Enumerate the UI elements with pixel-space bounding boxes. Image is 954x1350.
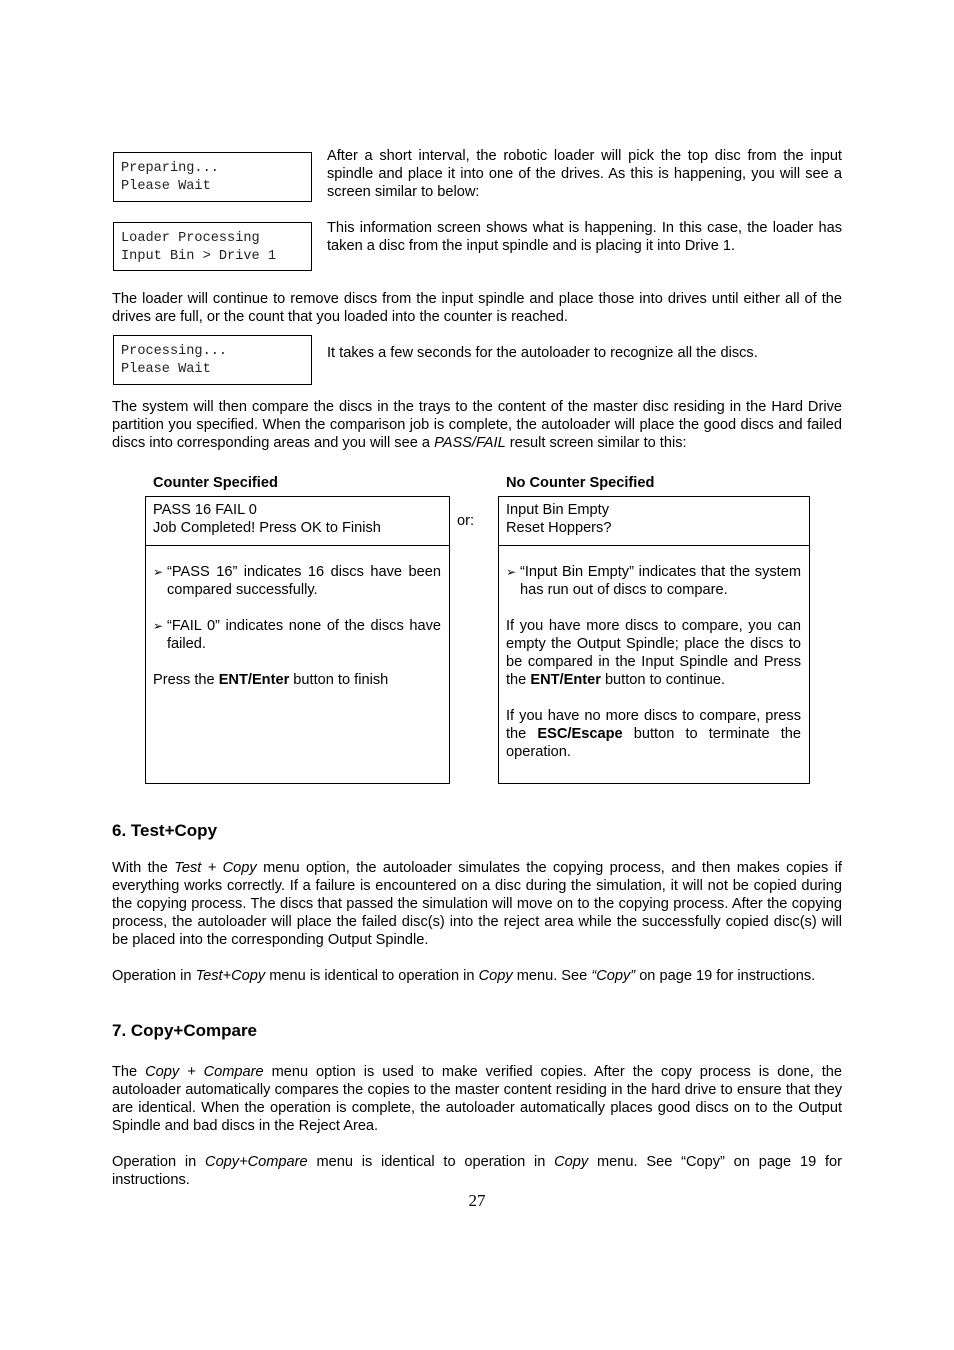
text-run-bold: ENT/Enter bbox=[530, 672, 601, 688]
instruction bbox=[506, 617, 801, 689]
instruction bbox=[506, 707, 801, 761]
text-run: menu option is used to make verified copies. After the copy process is done, the autoloader automatically compares the copies to the master content residing in the hard drive to ensure that they are identical. When the operation is complete, the autoloader automatically places good discs on to the Output Spindle and bad discs in the Reject Area. bbox=[112, 1064, 842, 1134]
text-run: The bbox=[112, 1064, 146, 1080]
section-heading: 7. Copy+Compare bbox=[112, 1021, 258, 1040]
arrow-bullet-icon: ➢ bbox=[506, 565, 517, 579]
explanation bbox=[153, 563, 441, 689]
explanation bbox=[506, 563, 801, 761]
text-run: button to finish bbox=[289, 672, 389, 688]
paragraph bbox=[112, 1063, 842, 1135]
text-run: The system will then compare the discs in the trays to the content of the master disc residing in the Hard Drive partition you specified. When the comparison job is complete, the autoloader will place the good discs and failed discs into corresponding areas and you will see a bbox=[112, 399, 842, 451]
text-run-italic: Copy bbox=[554, 1154, 589, 1170]
lcd-line: Loader Processing bbox=[121, 231, 260, 246]
lcd-loader-processing bbox=[113, 222, 312, 271]
list-item-text: “Input Bin Empty” indicates that the system has run out of discs to compare. bbox=[520, 564, 801, 598]
paragraph: It takes a few seconds for the autoloader to recognize all the discs. bbox=[327, 345, 758, 361]
text-run: menu option, the autoloader simulates the copying process, and then makes copies if everything works correctly. If a failure is encountered on a disc during the simulation, it will not be copied during the copying process. The discs that passed the simulation will move on to the copying process. After the copying process, the autoloader will place the failed disc(s) into the reject area while the successfully copied disc(s) will be placed into the corresponding Output Spindle. bbox=[112, 860, 842, 948]
instruction bbox=[153, 671, 441, 689]
text-run: on page 19 for instructions. bbox=[635, 968, 816, 984]
text-run: If you have no more discs to compare, press the bbox=[506, 708, 801, 742]
list-item bbox=[153, 617, 441, 653]
list-item bbox=[153, 563, 441, 599]
screen-line: Reset Hoppers? bbox=[506, 520, 612, 536]
or-label: or: bbox=[457, 513, 475, 529]
list-item bbox=[506, 563, 801, 599]
screen-line: PASS 16 FAIL 0 bbox=[153, 502, 257, 518]
paragraph: The loader will continue to remove discs from the input spindle and place those into drives until either all of the drives are full, or the count that you loaded into the counter is reached. bbox=[112, 291, 842, 325]
text-run-italic: PASS/FAIL bbox=[434, 435, 506, 451]
lcd-line: Preparing... bbox=[121, 161, 219, 176]
text-run-bold: ESC/Escape bbox=[537, 726, 623, 742]
lcd-line: Please Wait bbox=[121, 178, 211, 194]
text-run: menu. See “Copy” on page 19 for instructions. bbox=[112, 1154, 842, 1188]
section-heading: 6. Test+Copy bbox=[112, 821, 218, 840]
arrow-bullet-icon: ➢ bbox=[153, 565, 164, 579]
lcd-processing bbox=[113, 335, 312, 385]
lcd-line: Input Bin > Drive 1 bbox=[121, 248, 276, 264]
paragraph bbox=[112, 859, 842, 949]
arrow-bullet-icon: ➢ bbox=[153, 619, 164, 633]
screen-line: Job Completed! Press OK to Finish bbox=[153, 520, 381, 536]
counter-specified-box bbox=[145, 496, 450, 784]
counter-specified-heading: Counter Specified bbox=[153, 475, 278, 491]
paragraph: This information screen shows what is happening. In this case, the loader has taken a disc from the input spindle and is placing it into Drive 1. bbox=[327, 220, 842, 254]
paragraph bbox=[112, 1153, 842, 1189]
text-run: Operation in bbox=[112, 968, 196, 984]
result-screen bbox=[146, 497, 449, 546]
text-run: result screen similar to this: bbox=[505, 435, 687, 451]
screen-line: Input Bin Empty bbox=[506, 502, 610, 518]
paragraph bbox=[112, 967, 842, 985]
text-run: Press the bbox=[153, 672, 219, 688]
list-item-text: “PASS 16” indicates 16 discs have been compared successfully. bbox=[167, 564, 441, 598]
text-run: Operation in bbox=[112, 1154, 206, 1170]
text-run: menu is identical to operation in bbox=[265, 968, 479, 984]
text-run-italic: Copy + Compare bbox=[145, 1064, 264, 1080]
lcd-preparing bbox=[113, 152, 312, 202]
lcd-line: Processing... bbox=[121, 344, 228, 359]
text-run: menu is identical to operation in bbox=[307, 1154, 555, 1170]
text-run: If you have more discs to compare, you can empty the Output Spindle; place the discs to be compared in the Input Spindle and Press the bbox=[506, 618, 801, 688]
no-counter-specified-box bbox=[498, 496, 810, 784]
page-number: 27 bbox=[468, 1191, 486, 1210]
text-run-italic: Copy bbox=[478, 968, 513, 984]
result-screen bbox=[499, 497, 809, 546]
text-run-italic: “Copy” bbox=[591, 968, 636, 984]
text-run-bold: ENT/Enter bbox=[218, 672, 290, 688]
text-run: button to continue. bbox=[600, 672, 726, 688]
lcd-line: Please Wait bbox=[121, 361, 211, 377]
text-run-italic: Test+Copy bbox=[195, 968, 266, 984]
paragraph bbox=[112, 398, 842, 452]
text-run-italic: Test + Copy bbox=[174, 860, 257, 876]
text-run: button to terminate the operation. bbox=[506, 726, 801, 760]
text-run: With the bbox=[112, 860, 175, 876]
text-run-italic: Copy+Compare bbox=[205, 1154, 308, 1170]
list-item-text: “FAIL 0” indicates none of the discs have failed. bbox=[167, 618, 441, 652]
paragraph: After a short interval, the robotic loader will pick the top disc from the input spindle and place it into one of the drives. As this is happening, you will see a screen similar to below: bbox=[327, 148, 842, 200]
no-counter-specified-heading: No Counter Specified bbox=[506, 475, 655, 491]
text-run: menu. See bbox=[512, 968, 592, 984]
